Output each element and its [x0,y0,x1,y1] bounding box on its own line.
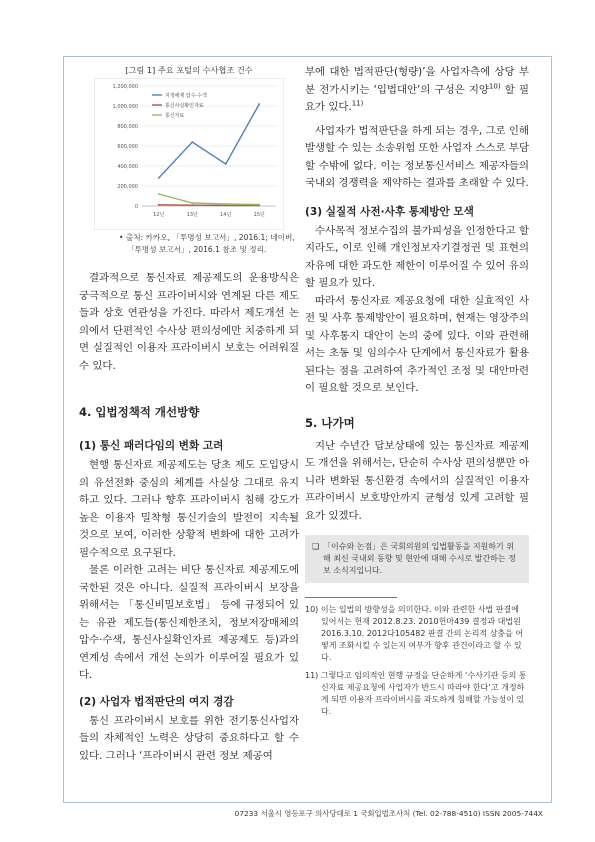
data-point [258,204,260,206]
y-tick-label: 1,000,000 [112,104,138,110]
y-tick-label: 800,000 [117,124,138,130]
paragraph: 물론 이러한 고려는 비단 통신자료 제공제도에 국한된 것은 아니다. 실질적 프라이버시 보장을 위해서는 「통신비밀보호법」 등에 규정되어 있는 유관 제도들(통신제한조치, 정보저장매체의 압수·수색, 통신사실확인자료 제공제도 등)과의 연계성 속에서 개선 논의가 이루어질 필요가 있다. [79,564,299,681]
page-footer: 07233 서울시 영등포구 의사당대로 1 국회입법조사처 (Tel. 02-788-4510) ISSN 2005-744X [234,809,543,818]
y-tick-label: 1,200,000 [112,84,138,90]
x-tick-label: 15년 [253,212,265,218]
y-tick-label: 600,000 [117,144,138,150]
data-point [191,202,193,204]
info-box [305,535,529,583]
paragraph: 현행 통신자료 제공제도는 당초 제도 도입당시의 유선전화 중심의 체계를 사실상 그대로 유지하고 있다. 그러나 향후 프라이버시 침해 강도가 높은 이용자 밀착형 통신기술의 발전이 지속될 것으로 보여, 이러한 상황적 변화에 대한 고려가 필수적으로 요구된다. [79,459,299,559]
chart-frame [94,78,284,230]
line-chart [94,78,284,230]
footnote: 11) 그렇다고 임의적인 현행 규정을 단순하게 ‘수사기관 등의 통신자료 제공요청에 사업자가 반드시 따라야 한다’고 개정하게 되면 이용자 프라이버시를 과도하게 침해할 가능성이 있다. [305,671,527,716]
y-tick-label: 200,000 [117,184,138,190]
footnote-ref: 11) [351,99,364,108]
data-point [158,177,160,179]
paragraph: 지난 수년간 답보상태에 있는 통신자료 제공제도 개선을 위해서는, 단순히 수사상 편의성뿐만 아니라 변화된 통신환경 속에서의 실질적인 이용자 프라이버시 보호방안까지 균형성 있게 고려할 필요가 있겠다. [305,439,529,522]
legend-label: 통신사실확인자료 [165,103,204,109]
data-point [158,204,160,206]
paragraph: 따라서 통신자료 제공요청에 대한 실효적인 사전 및 사후 통제방안이 필요하며, 현재는 영장주의 및 사후통지 대안이 논의 중에 있다. 이와 관련해서는 초동 및 임의수사 단계에서 통신자료가 활용된다는 점을 고려하여 추가적인 조정 및 대안마련이 필요할 것으로 보인다. [305,294,529,394]
footnote-divider [305,597,397,598]
info-box-text: 「이슈와 논점」은 국회의원의 입법활동을 지원하기 위해 최신 국내외 동향 및 현안에 대해 수시로 발간하는 정보 소식지입니다. [323,542,516,575]
right-column [305,64,529,724]
paragraph: 수사목적 정보수집의 불가피성을 인정한다고 할지라도, 이로 인해 개인정보자기결정권 및 표현의 자유에 대한 과도한 제한이 이루어질 수 있어 유의할 필요가 있다. [305,224,529,289]
data-point [258,103,260,105]
paragraph-text: 할 필요가 있다. [305,83,529,113]
x-tick-label: 13년 [186,212,198,218]
figure-source-line: 「투명성 보고서」, 2016.1 참조 및 정리. [127,245,267,254]
legend-label: 지정해제 압수·수색 [165,93,207,99]
figure-source-line: • 출처: 카카오, 「투명성 보고서」, 2016.1; 네이버, [119,233,295,242]
paragraph: 통신 프라이버시 보호를 위한 전기통신사업자들의 자체적인 노력은 상당히 중요하다고 할 수 있다. 그러나 ‘프라이버시 관련 정보 제공여 [79,714,299,762]
checkbox-icon: ❑ [312,542,320,551]
left-column [79,64,299,765]
paragraph [305,64,529,117]
paragraph-text: 부에 대한 법적판단(형량)’을 사업자측에 상당 부분 전가시키는 ‘입법대안’의 구성은 지양 [305,66,529,96]
figure-title: [그림 1] 주요 포털의 수사협조 건수 [125,65,253,75]
section-heading: 4. 입법정책적 개선방향 [79,405,200,419]
y-tick-label: 400,000 [117,164,138,170]
subsection-heading: (2) 사업자 법적판단의 여지 경감 [79,695,234,708]
x-tick-label: 12년 [153,212,165,218]
figure-source [119,232,299,256]
x-tick-label: 14년 [220,212,232,218]
data-point [158,193,160,195]
paragraph: 결과적으로 통신자료 제공제도의 운용방식은 궁극적으로 통신 프라이버시와 연계된 다른 제도들과 상호 연관성을 가진다. 따라서 제도개선 논의에서 단편적인 수사상 편의성에만 치중하게 되면 실질적인 이용자 프라이버시 보호는 어려워질 수 있다. [79,272,299,372]
paragraph: 사업자가 법적판단을 하게 되는 경우, 그로 인해 발생할 수 있는 소송위험 또한 사업자 스스로 부담할 수밖에 없다. 이는 정보통신서비스 제공자들의 국내외 경쟁력을 제약하는 결과를 초래할 수 있다. [305,124,529,189]
section-heading: 5. 나가며 [305,415,355,430]
legend-label: 통신자료 [165,113,185,119]
footnote-ref: 10) [488,82,501,91]
y-tick-label: 0 [134,204,138,210]
data-point [191,141,193,143]
footnote: 10) 이는 입법의 방향성을 의미한다. 이와 관련한 사법 판결에 있어서는 헌재 2012.8.23. 2010헌마439 결정과 대법원 2016.3.10. 2012다105482 판결 간의 논리적 상충을 어떻게 조화시킬 수 있는지 여부가 향후 관건이라고 할 수 있다. [305,605,524,662]
subsection-heading: (3) 실질적 사전·사후 통제방안 모색 [305,205,474,218]
data-point [225,203,227,205]
data-point [225,163,227,165]
data-point [191,204,193,206]
subsection-heading: (1) 통신 패러다임의 변화 고려 [79,440,224,452]
